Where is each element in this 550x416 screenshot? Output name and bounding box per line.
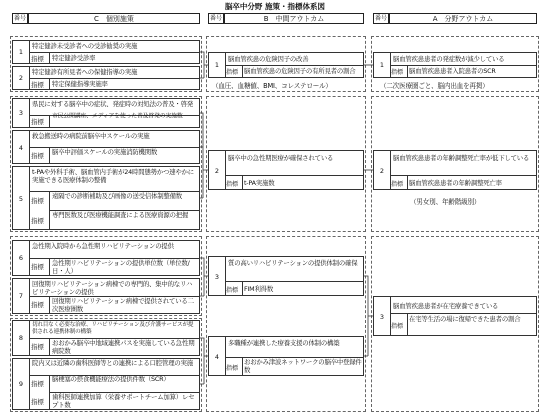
link-c67-b3 bbox=[200, 258, 208, 296]
a-group-2-outcome: 脳血管疾患患者の年齢調整死亡率が低下している bbox=[393, 154, 530, 162]
b-group-2-indicator-label: 指標 bbox=[226, 181, 239, 188]
c-group-2-measure: 特定健診有所見者への保健指導の実施 bbox=[32, 68, 138, 76]
c-group-5-indicator-label-2: 指標 bbox=[31, 217, 44, 225]
b-group-3-num: 3 bbox=[214, 273, 220, 281]
b-group-1-indicator: 脳血管疾患の危険因子の有所見者の割合 bbox=[244, 67, 356, 75]
b-group-2-indicator: t-PA実施数 bbox=[244, 179, 275, 187]
c-group-4-measure: 救急搬送時の病院前脳卒中スケールの実施 bbox=[32, 132, 150, 140]
c-group-5-num: 5 bbox=[18, 195, 24, 203]
b-group-4-indicator-label: 指標 bbox=[226, 365, 239, 372]
c-group-7-num: 7 bbox=[18, 292, 24, 300]
c-group-3-num: 3 bbox=[18, 109, 24, 117]
c-column-header: C 個別施策 bbox=[28, 13, 200, 24]
c-group-5-measure: t-PAや外科手術、脳血管内手術が24時間態勢かつ速やかに実施できる医療体制の整備 bbox=[32, 168, 194, 184]
b-group-1-indicator-label: 指標 bbox=[226, 69, 239, 76]
a-group-2-indicator: 脳血管疾患患者の年齢調整死亡率 bbox=[409, 179, 502, 187]
c-group-6-indicator-label: 指標 bbox=[31, 263, 44, 271]
b-group-2-outcome: 脳卒中の急性期医療が確保されている bbox=[228, 154, 334, 162]
a-group-3-num: 3 bbox=[379, 313, 385, 321]
b-group-3-indicator: FIM利得数 bbox=[244, 285, 274, 293]
c-group-1-measure: 特定健診未受診者への受診勧奨の実施 bbox=[32, 42, 138, 50]
a-column-header: A 分野アウトカム bbox=[389, 13, 537, 24]
b-group-3-outcome: 質の高いリハビリテーションの提供体制の確保 bbox=[228, 259, 358, 267]
link-b34-a3 bbox=[364, 276, 373, 356]
c-group-4-num: 4 bbox=[18, 144, 24, 152]
b-column-header: B 中間アウトカム bbox=[224, 13, 364, 24]
c-group-8-measure: 切れ目なく必要な治療、リハビリテーション及び介護サービスが提供される連携体制の構築 bbox=[32, 322, 194, 335]
b-group-1-note: （血圧、血糖値、BMI、コレステロール） bbox=[212, 82, 332, 90]
c-group-8-indicator-label: 指標 bbox=[31, 343, 44, 351]
a-num-header: 番号 bbox=[374, 15, 387, 22]
c-group-8-indicator: おおかみ脳卒中地域連携パスを実施している急性期病院数 bbox=[52, 339, 195, 355]
c-group-9-indicator-label-1: 指標 bbox=[31, 380, 44, 388]
a-group-1-note: （二次医療圏ごと、脳内出血を再掲） bbox=[380, 82, 489, 90]
c-group-7-indicator: 回復期リハビリテーション病棟で提供されている二次医療圏数 bbox=[52, 297, 194, 313]
c-group-9-num: 9 bbox=[18, 380, 24, 388]
c-group-3-indicator: 市民公開講座、メディアを使った普及啓発の実施数 bbox=[52, 112, 183, 120]
b-group-2-num: 2 bbox=[214, 167, 220, 175]
c-group-9-indicator-1: 脳梗塞の摂食機能療法の提供件数（SCR） bbox=[52, 375, 170, 383]
link-c345-b2 bbox=[200, 113, 208, 198]
c-group-7-measure: 回復期リハビリテーション病棟での専門的、集中的なリハビリテーションの提供 bbox=[32, 280, 193, 296]
page-title: 脳卒中分野 施策・指標体系図 bbox=[224, 2, 326, 11]
a-group-3-indicator: 在宅等生活の場に復帰できた患者の割合 bbox=[409, 315, 521, 323]
c-group-3-indicator-label: 指標 bbox=[31, 118, 44, 126]
a-group-1-indicator: 脳血管疾患患者入院患者のSCR bbox=[409, 67, 496, 75]
a-group-2-indicator-label: 指標 bbox=[391, 181, 404, 188]
link-c89-b4 bbox=[200, 338, 208, 384]
a-group-3-indicator-label: 指標 bbox=[391, 323, 404, 330]
c-group-8-num: 8 bbox=[18, 334, 24, 342]
c-group-2-indicator-label: 指標 bbox=[31, 81, 44, 89]
c-group-6-num: 6 bbox=[18, 254, 24, 262]
a-group-1-outcome: 脳血管疾患患者の発症数が減少している bbox=[393, 55, 505, 63]
b-num-header: 番号 bbox=[209, 15, 222, 22]
c-group-3-measure: 県民に対する脳卒中の症状、発症時の対処法の普及・啓発 bbox=[32, 100, 193, 108]
c-group-9-indicator-label-2: 指標 bbox=[31, 398, 44, 406]
a-group-2-note: （男女別、年齢階級別） bbox=[410, 198, 481, 206]
a-group-3-outcome: 脳血管疾患患者が在宅療養できている bbox=[393, 302, 499, 310]
c-group-5-indicator-2: 専門医数及び医療機能調査による医療資源の把握 bbox=[52, 211, 189, 219]
c-group-1-indicator-label: 指標 bbox=[31, 55, 44, 63]
a-group-2-num: 2 bbox=[379, 167, 385, 175]
c-group-2-indicator: 特定保健指導実施率 bbox=[52, 80, 108, 88]
b-group-4-indicator: おおかみ津波ネットワークの脳卒中登録件数 bbox=[244, 358, 362, 374]
a-group-1-num: 1 bbox=[379, 61, 385, 69]
c-group-4-indicator: 脳卒中評価スケールの実施消防機関数 bbox=[52, 148, 158, 156]
c-group-9-measure: 院内又は近隣の歯科医師等との連携による口腔管理の実施 bbox=[32, 359, 193, 367]
c-group-6-measure: 急性期入院時から急性期リハビリテーションの提供 bbox=[32, 242, 174, 250]
c-group-9-indicator-2: 歯科医師連携加算（栄養サポートチーム加算）レセプト数 bbox=[52, 393, 195, 409]
link-c1-b1 bbox=[200, 52, 208, 78]
c-group-5-indicator-1: 遠隔での診断補助及び画像の送受信体制整備数 bbox=[52, 192, 183, 200]
c-group-4-indicator-label: 指標 bbox=[31, 152, 44, 160]
c-group-2-num: 2 bbox=[18, 74, 24, 82]
c-group-7-indicator-label: 指標 bbox=[31, 301, 44, 309]
b-group-1-outcome: 脳血管疾患の危険因子の改善 bbox=[228, 55, 309, 63]
c-group-1-indicator: 特定健診受診率 bbox=[52, 54, 96, 62]
b-group-3-indicator-label: 指標 bbox=[226, 287, 239, 294]
a-group-1-indicator-label: 指標 bbox=[391, 69, 404, 76]
c-num-header: 番号 bbox=[13, 15, 26, 22]
c-group-6-indicator: 急性期リハビリテーションの提供単位数（単位数/日・人） bbox=[52, 259, 190, 275]
b-group-4-outcome: 多職種が連携した療養支援の体制の構築 bbox=[228, 339, 340, 347]
c-group-5-indicator-label-1: 指標 bbox=[31, 197, 44, 205]
b-group-4-num: 4 bbox=[214, 353, 220, 361]
c-group-1-num: 1 bbox=[18, 48, 24, 56]
b-group-1-num: 1 bbox=[214, 61, 220, 69]
